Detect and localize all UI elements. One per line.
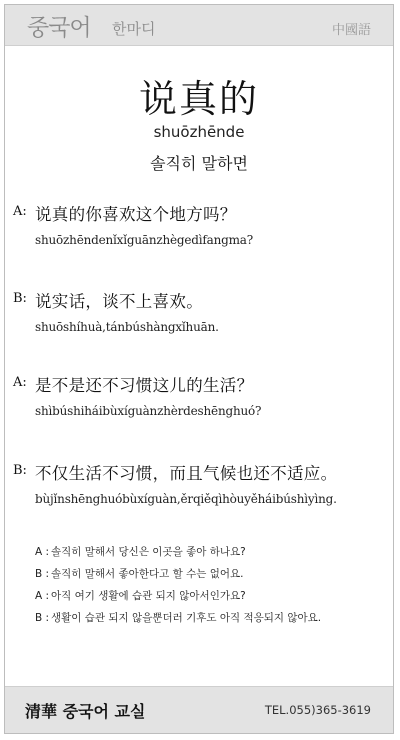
korean-translation [35,541,375,629]
header-bar [5,5,393,46]
korean-line [35,541,375,563]
brand-subtitle: 한마디 [112,20,156,38]
dialogue-hanzi: 不仅生活不习惯，而且气候也还不适应。 [35,464,338,483]
footer-bar [5,686,393,733]
header-label: 中國語 [331,23,371,38]
speaker-label: A : [35,590,50,602]
phrase-pinyin: shuōzhēnde [153,123,245,141]
speaker-label: B: [13,291,27,306]
speaker-label: A: [13,204,27,219]
dialogue-pinyin: shuōshíhuà,tánbúshàngxǐhuān. [35,320,219,334]
korean-text: 솔직히 말해서 좋아한다고 할 수는 없어요. [51,568,244,580]
speaker-label: A: [13,375,27,390]
korean-line [35,585,375,607]
korean-text: 솔직히 말해서 당신은 이곳을 좋아 하나요? [51,546,246,558]
speaker-label: A : [35,546,50,558]
phrase-hanzi: 说真的 [138,77,259,121]
footer-phone: TEL.055)365-3619 [264,703,371,717]
footer-brand: 清華 중국어 교실 [25,702,146,721]
korean-line [35,607,375,629]
korean-line [35,563,375,585]
korean-text: 아직 여기 생활에 습관 되지 않아서인가요? [51,590,246,602]
dialogue-pinyin: shuōzhēndenǐxǐguānzhègedìfangma? [35,233,253,247]
dialogue-pinyin: bùjǐnshēnghuóbùxíguàn,ěrqiěqìhòuyěháibúshìyìng. [35,492,337,506]
brand-title: 중국어 [27,15,91,41]
dialogue-hanzi: 是不是还不习惯这儿的生活？ [35,376,254,395]
page-frame [4,4,394,734]
dialogue-hanzi: 说真的你喜欢这个地方吗？ [35,205,237,224]
speaker-label: B : [35,568,50,580]
dialogue-hanzi: 说实话，谈不上喜欢。 [35,292,203,311]
dialogue-pinyin: shìbúshiháibùxíguànzhèrdeshēnghuó? [35,404,262,418]
speaker-label: B: [13,463,27,478]
korean-text: 생활이 습관 되지 않을뿐더러 기후도 아직 적응되지 않아요. [51,612,322,624]
phrase-korean: 솔직히 말하면 [150,154,248,173]
speaker-label: B : [35,612,50,624]
